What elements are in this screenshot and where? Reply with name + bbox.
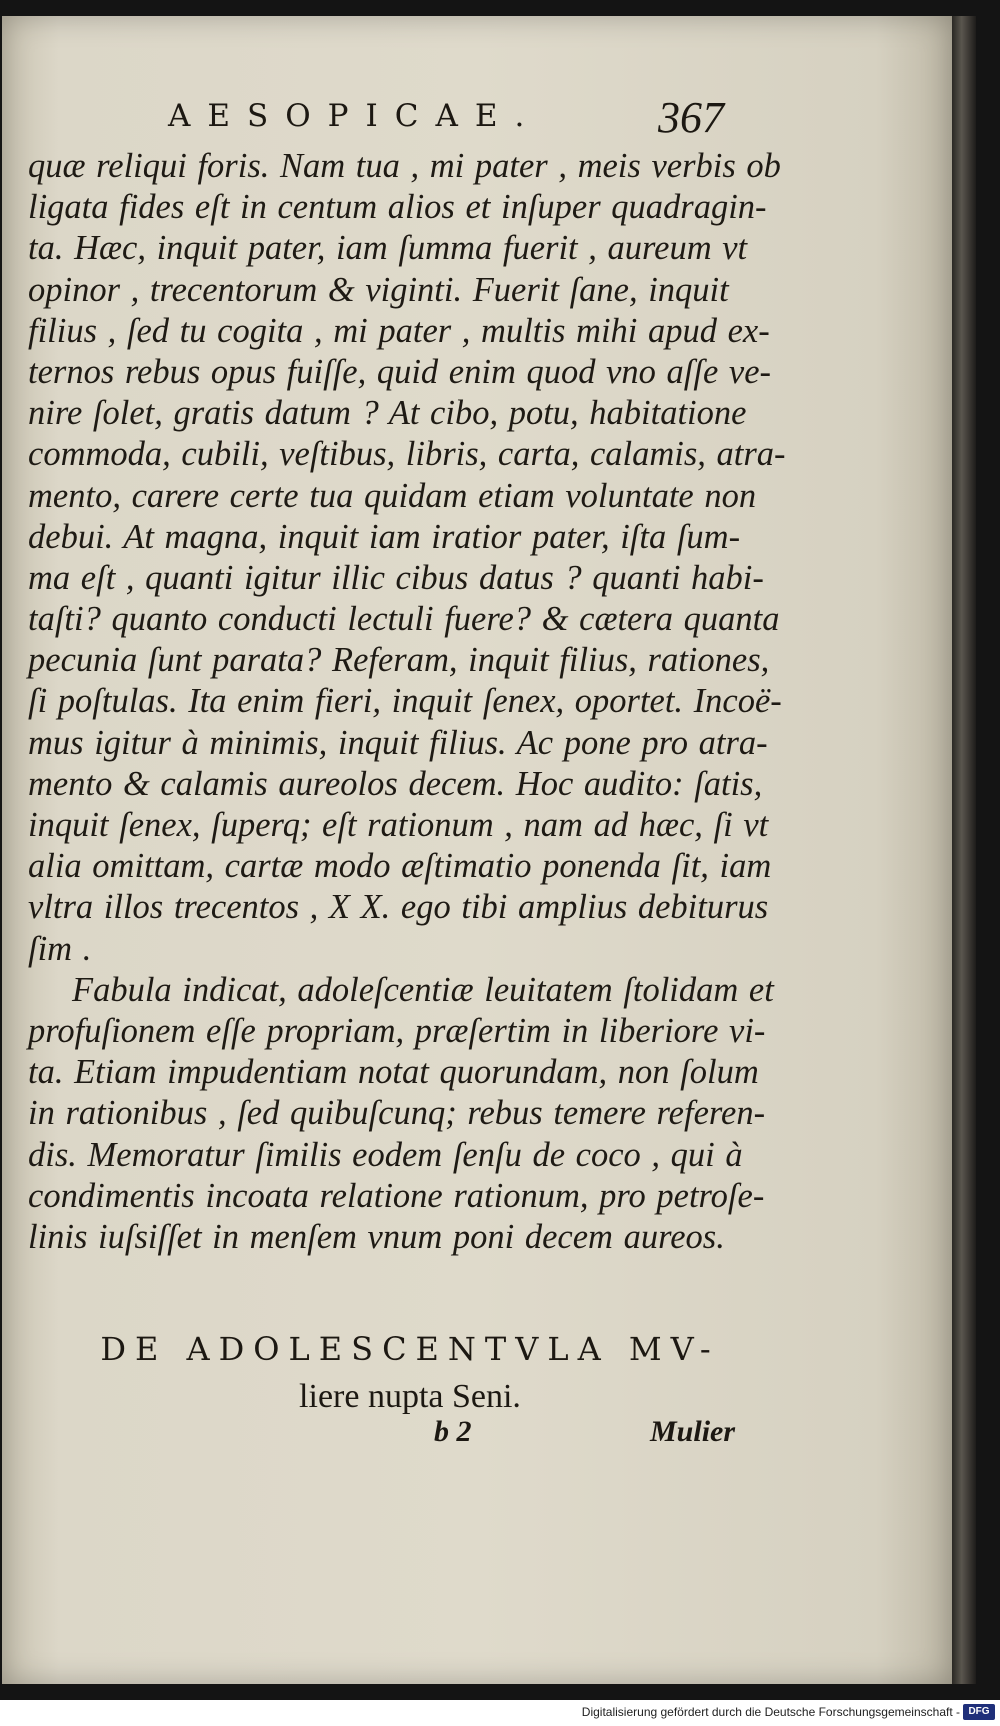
text-line: ta. Hæc, inquit pater, iam ſumma fuerit , aureum vt	[28, 229, 748, 268]
text-line: vltra illos trecentos , X X. ego tibi amplius debiturus	[28, 888, 769, 927]
text-line: pecunia ſunt parata? Referam, inquit filius, rationes,	[28, 641, 770, 680]
text-line: ternos rebus opus fuiſſe, quid enim quod vno aſſe ve-	[28, 352, 772, 391]
moral-line: condimentis incoata relatione rationum, pro petroſe-	[28, 1176, 765, 1215]
text-line: ma eſt , quanti igitur illic cibus datus ? quanti habi-	[28, 558, 764, 597]
text-line: debui. At magna, inquit iam iratior pater, iſta ſum-	[28, 517, 741, 556]
moral-line: profuſionem eſſe propriam, præſertim in liberiore vi-	[28, 1011, 766, 1050]
fable-heading-line: liere nupta Seni.	[299, 1378, 521, 1415]
catchword: Mulier	[650, 1415, 736, 1448]
text-line: inquit ſenex, ſuperq; eſt rationum , nam ad hæc, ſi vt	[28, 806, 769, 844]
text-line: quæ reliqui foris. Nam tua , mi pater , meis verbis ob	[28, 147, 781, 185]
text-line: ligata fides eſt in centum alios et inſuper quadragin-	[28, 188, 767, 227]
moral-line: in rationibus , ſed quibuſcunq; rebus temere referen-	[28, 1094, 766, 1133]
moral-line: ta. Etiam impudentiam notat quorundam, non ſolum	[28, 1053, 759, 1092]
text-line: nire ſolet, gratis datum ? At cibo, potu, habitatione	[28, 394, 747, 433]
text-line: ſi poſtulas. Ita enim fieri, inquit ſenex, oportet. Incoë-	[28, 682, 782, 721]
text-line: mus igitur à minimis, inquit filius. Ac pone pro atra-	[28, 723, 768, 762]
digitization-credit: Digitalisierung gefördert durch die Deutsche Forschungsgemeinschaft -	[581, 1705, 960, 1719]
moral-line: Fabula indicat, adoleſcentiæ leuitatem ſtolidam et	[72, 970, 774, 1009]
dfg-logo: DFG	[963, 1704, 995, 1720]
text-line: alia omittam, cartæ modo æſtimatio ponenda ſit, iam	[28, 847, 772, 886]
moral-line: linis iuſsiſſet in menſem vnum poni decem aureos.	[28, 1217, 725, 1256]
running-head: AESOPICAE.	[168, 98, 542, 134]
moral-line: dis. Memoratur ſimilis eodem ſenſu de coco , qui à	[28, 1135, 743, 1174]
text-line: taſti? quanto conducti lectuli fuere? & cætera quanta	[28, 600, 780, 639]
text-line: filius , ſed tu cogita , mi pater , multis mihi apud ex-	[28, 311, 770, 350]
fable-heading-line: DE ADOLESCENTVLA MV-	[100, 1330, 720, 1368]
text-line: opinor , trecentorum & viginti. Fuerit ſane, inquit	[28, 270, 729, 309]
body-text	[28, 146, 786, 1258]
text-line: mento, carere certe tua quidam etiam voluntate non	[28, 476, 757, 515]
text-line: mento & calamis aureolos decem. Hoc audito: ſatis,	[28, 764, 763, 803]
book-page-edge	[952, 16, 976, 1684]
text-line: ſim .	[28, 929, 92, 968]
text-line: commoda, cubili, veſtibus, libris, carta, calamis, atra-	[28, 435, 786, 474]
signature-mark: b 2	[434, 1415, 472, 1448]
fable-heading	[60, 1330, 760, 1422]
page-number: 367	[658, 93, 724, 142]
